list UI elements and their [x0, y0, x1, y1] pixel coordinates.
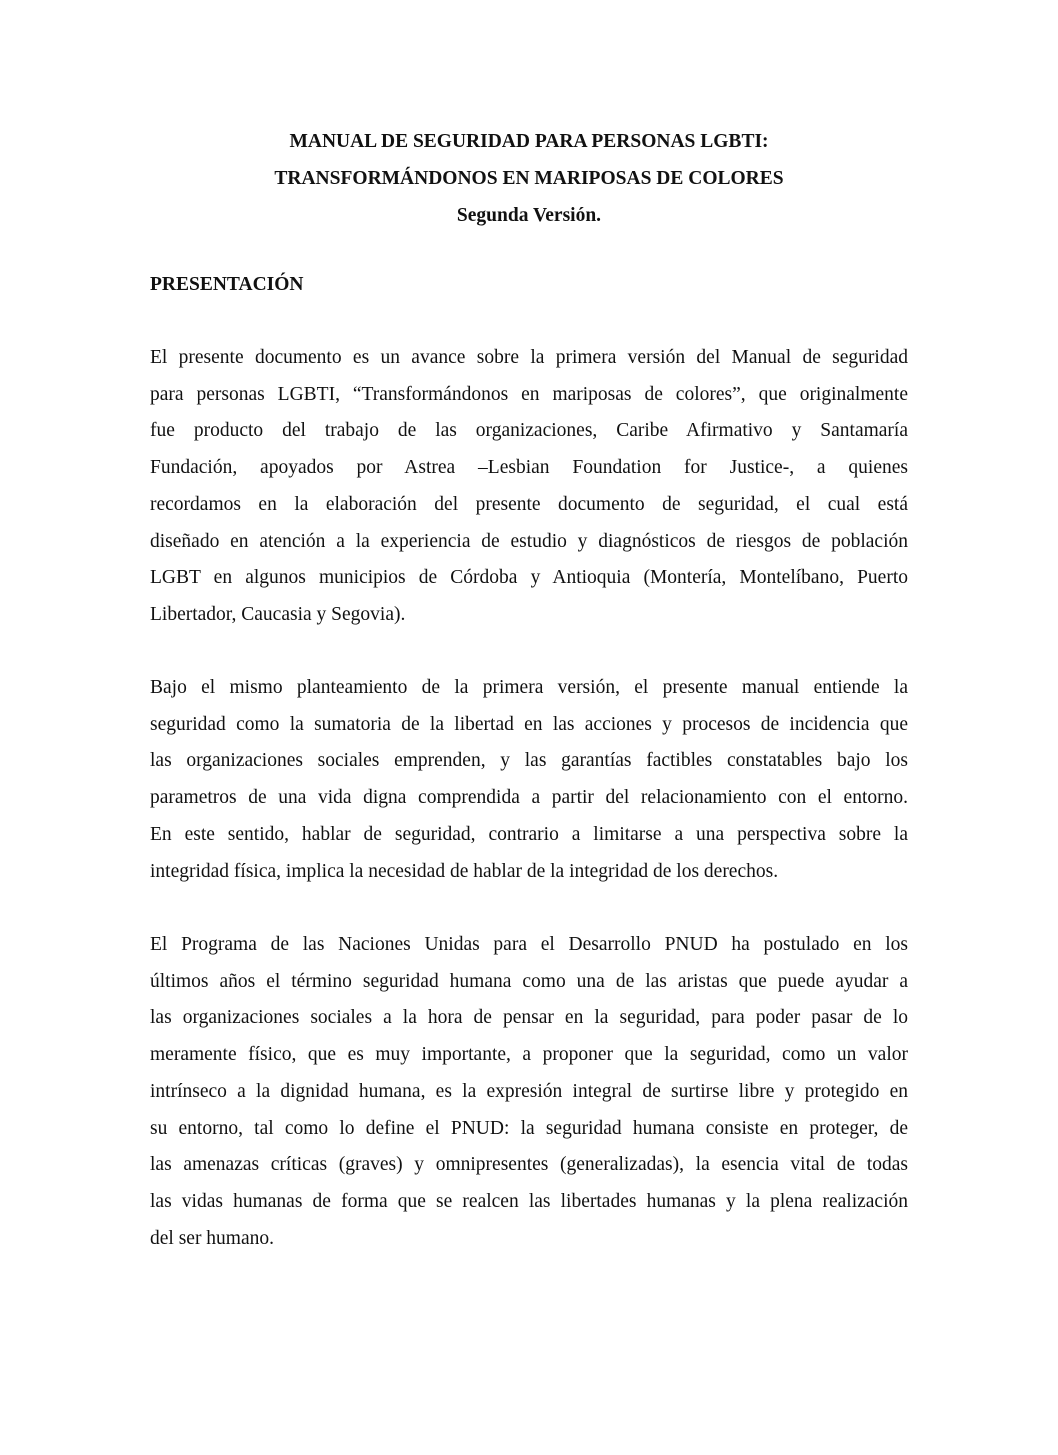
paragraph-line: las organizaciones sociales a la hora de pensar en la seguridad, para poder pasar de lo	[150, 1007, 908, 1029]
paragraph-line: seguridad como la sumatoria de la libertad en las acciones y procesos de incidencia que	[150, 713, 908, 735]
paragraph-pnud	[150, 927, 908, 1257]
paragraph-line: las vidas humanas de forma que se realcen las libertades humanas y la plena realización	[150, 1190, 908, 1212]
document-title	[150, 123, 908, 234]
paragraph-line: integridad física, implica la necesidad de hablar de la integridad de los derechos.	[150, 860, 779, 882]
paragraph-line: su entorno, tal como lo define el PNUD: la seguridad humana consiste en proteger, de	[150, 1117, 908, 1139]
paragraph-line: para personas LGBTI, “Transformándonos en mariposas de colores”, que originalmente	[150, 383, 908, 405]
paragraph-line: meramente físico, que es muy importante, a proponer que la seguridad, como un valor	[150, 1044, 908, 1066]
paragraph-line: diseñado en atención a la experiencia de estudio y diagnósticos de riesgos de población	[150, 530, 908, 552]
paragraph-introduction	[150, 340, 908, 634]
paragraph-line: intrínseco a la dignidad humana, es la expresión integral de surtirse libre y protegido en	[150, 1080, 908, 1102]
paragraph-line: parametros de una vida digna comprendida a partir del relacionamiento con el entorno.	[150, 787, 908, 809]
paragraph-line: Bajo el mismo planteamiento de la primera versión, el presente manual entiende la	[150, 677, 908, 698]
section-heading: PRESENTACIÓN	[150, 274, 304, 295]
paragraph-line: del ser humano.	[150, 1227, 275, 1249]
paragraph-line: LGBT en algunos municipios de Córdoba y Antioquia (Montería, Montelíbano, Puerto	[150, 567, 908, 589]
paragraph-line: El presente documento es un avance sobre la primera versión del Manual de seguridad	[150, 347, 908, 368]
paragraph-line: Fundación, apoyados por Astrea –Lesbian Foundation for Justice-, a quienes	[150, 457, 908, 479]
paragraph-line: El Programa de las Naciones Unidas para el Desarrollo PNUD ha postulado en los	[150, 934, 908, 955]
title-line: TRANSFORMÁNDONOS EN MARIPOSAS DE COLORES	[274, 168, 784, 189]
paragraph-line: fue producto del trabajo de las organizaciones, Caribe Afirmativo y Santamaría	[150, 420, 908, 442]
paragraph-line: las amenazas críticas (graves) y omnipresentes (generalizadas), la esencia vital de todas	[150, 1154, 908, 1176]
paragraph-line: las organizaciones sociales emprenden, y las garantías factibles constatables bajo los	[150, 750, 908, 772]
paragraph-line: En este sentido, hablar de seguridad, contrario a limitarse a una perspectiva sobre la	[150, 823, 908, 845]
title-line: MANUAL DE SEGURIDAD PARA PERSONAS LGBTI:	[289, 131, 769, 152]
paragraph-line: últimos años el término seguridad humana como una de las aristas que puede ayudar a	[150, 970, 908, 992]
paragraph-line: Libertador, Caucasia y Segovia).	[150, 603, 406, 625]
paragraph-security-definition	[150, 670, 908, 890]
subtitle-version: Segunda Versión.	[456, 205, 602, 226]
paragraph-line: recordamos en la elaboración del presente documento de seguridad, el cual está	[150, 493, 908, 515]
